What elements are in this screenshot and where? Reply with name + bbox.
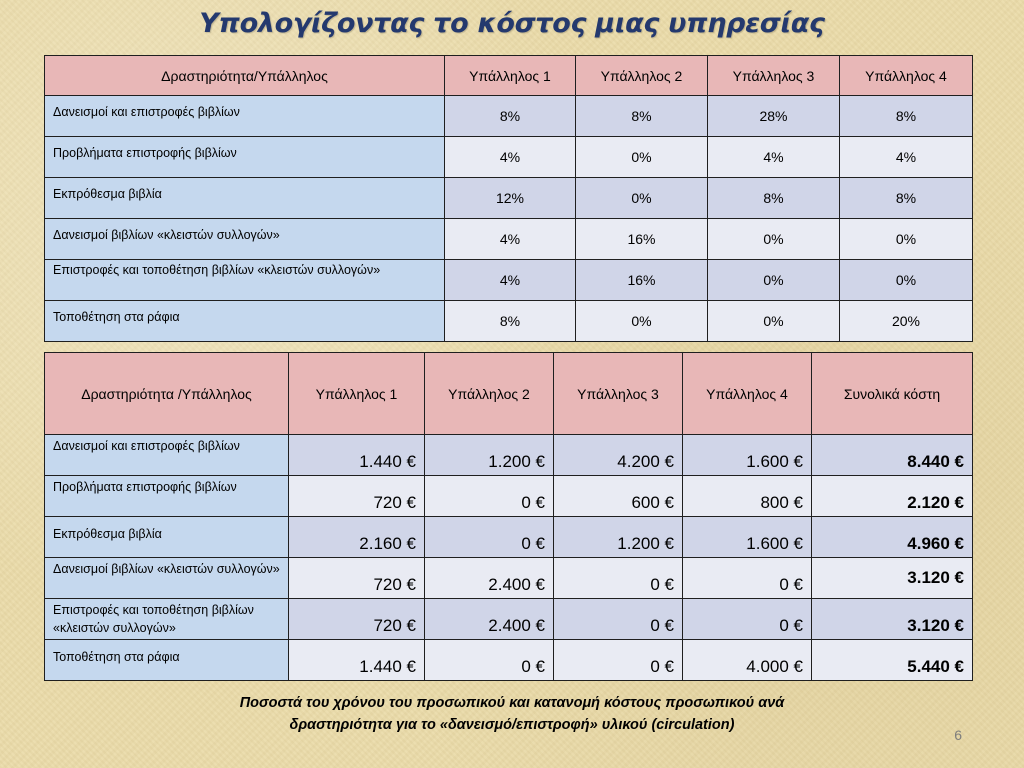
table-row: [45, 301, 973, 342]
column-header-employee-2: Υπάλληλος 2: [425, 353, 554, 435]
cost-cell: 0 €: [554, 599, 683, 640]
caption-line-2: δραστηριότητα για το «δανεισμό/επιστροφή» υλικού (circulation): [289, 717, 735, 733]
activity-label: Δανεισμοί και επιστροφές βιβλίων: [45, 96, 445, 137]
activity-label: Δανεισμοί βιβλίων «κλειστών συλλογών»: [45, 219, 445, 260]
cost-cell: 800 €: [683, 476, 812, 517]
activity-label: Τοποθέτηση στα ράφια: [45, 301, 445, 342]
percentage-cell: 4%: [708, 137, 840, 178]
activity-label: Εκπρόθεσμα βιβλία: [45, 517, 289, 558]
activity-label: Δανεισμοί και επιστροφές βιβλίων: [45, 435, 289, 476]
table-row: [45, 137, 973, 178]
cost-cell: 1.200 €: [425, 435, 554, 476]
cost-cell: 1.440 €: [289, 435, 425, 476]
cost-cell: 2.400 €: [425, 558, 554, 599]
activity-label: Προβλήματα επιστροφής βιβλίων: [45, 476, 289, 517]
percentage-cell: 8%: [445, 96, 576, 137]
percentage-cell: 4%: [840, 137, 973, 178]
percentage-cell: 0%: [840, 260, 973, 301]
percentage-cell: 8%: [708, 178, 840, 219]
activity-label: Δανεισμοί βιβλίων «κλειστών συλλογών»: [45, 558, 289, 599]
percentage-cell: 0%: [576, 301, 708, 342]
cost-cell: 4.000 €: [683, 640, 812, 681]
table-row: [45, 96, 973, 137]
column-header-activity: Δραστηριότητα /Υπάλληλος: [45, 353, 289, 435]
table-caption: [0, 692, 1024, 736]
total-cost-cell: 5.440 €: [812, 640, 973, 681]
cost-cell: 720 €: [289, 599, 425, 640]
table-header-row: [45, 353, 973, 435]
percentage-cell: 4%: [445, 137, 576, 178]
column-header-total-costs: Συνολικά κόστη: [812, 353, 973, 435]
percentage-cell: 8%: [576, 96, 708, 137]
percentage-cell: 16%: [576, 260, 708, 301]
total-cost-cell: 3.120 €: [812, 558, 973, 599]
activity-label: Τοποθέτηση στα ράφια: [45, 640, 289, 681]
cost-cell: 0 €: [425, 476, 554, 517]
cost-cell: 4.200 €: [554, 435, 683, 476]
percentage-cell: 0%: [840, 219, 973, 260]
staff-time-percentage-table: [44, 55, 973, 342]
table-row: [45, 435, 973, 476]
column-header-employee-3: Υπάλληλος 3: [554, 353, 683, 435]
activity-label: Εκπρόθεσμα βιβλία: [45, 178, 445, 219]
table-header-row: [45, 56, 973, 96]
activity-label: Επιστροφές και τοποθέτηση βιβλίων «κλειστών συλλογών»: [45, 260, 445, 301]
percentage-cell: 0%: [708, 219, 840, 260]
cost-cell: 1.440 €: [289, 640, 425, 681]
percentage-cell: 4%: [445, 219, 576, 260]
percentage-cell: 0%: [576, 137, 708, 178]
percentage-cell: 0%: [708, 301, 840, 342]
table-row: [45, 260, 973, 301]
total-cost-cell: 8.440 €: [812, 435, 973, 476]
cost-cell: 0 €: [554, 640, 683, 681]
slide-number: 6: [954, 727, 962, 743]
column-header-employee-4: Υπάλληλος 4: [840, 56, 973, 96]
cost-cell: 1.600 €: [683, 435, 812, 476]
table-row: [45, 219, 973, 260]
table-row: [45, 178, 973, 219]
column-header-employee-4: Υπάλληλος 4: [683, 353, 812, 435]
column-header-employee-2: Υπάλληλος 2: [576, 56, 708, 96]
column-header-employee-1: Υπάλληλος 1: [445, 56, 576, 96]
cost-cell: 0 €: [683, 599, 812, 640]
cost-cell: 720 €: [289, 558, 425, 599]
caption-line-1: Ποσοστά του χρόνου του προσωπικού και κατανομή κόστους προσωπικού ανά: [239, 695, 785, 711]
table-row: [45, 517, 973, 558]
cost-cell: 0 €: [683, 558, 812, 599]
percentage-cell: 8%: [840, 96, 973, 137]
table-row: [45, 640, 973, 681]
percentage-cell: 16%: [576, 219, 708, 260]
percentage-cell: 0%: [576, 178, 708, 219]
table-row: [45, 558, 973, 599]
table-row: [45, 476, 973, 517]
column-header-employee-3: Υπάλληλος 3: [708, 56, 840, 96]
percentage-cell: 12%: [445, 178, 576, 219]
total-cost-cell: 2.120 €: [812, 476, 973, 517]
percentage-cell: 8%: [840, 178, 973, 219]
cost-cell: 0 €: [425, 640, 554, 681]
activity-label: Επιστροφές και τοποθέτηση βιβλίων «κλειστών συλλογών»: [45, 599, 289, 640]
total-cost-cell: 3.120 €: [812, 599, 973, 640]
cost-cell: 600 €: [554, 476, 683, 517]
column-header-activity: Δραστηριότητα/Υπάλληλος: [45, 56, 445, 96]
column-header-employee-1: Υπάλληλος 1: [289, 353, 425, 435]
activity-label: Προβλήματα επιστροφής βιβλίων: [45, 137, 445, 178]
staff-cost-table: [44, 352, 973, 681]
cost-cell: 2.160 €: [289, 517, 425, 558]
cost-cell: 0 €: [425, 517, 554, 558]
table-row: [45, 599, 973, 640]
cost-cell: 2.400 €: [425, 599, 554, 640]
percentage-cell: 20%: [840, 301, 973, 342]
percentage-cell: 4%: [445, 260, 576, 301]
percentage-cell: 0%: [708, 260, 840, 301]
cost-cell: 720 €: [289, 476, 425, 517]
percentage-cell: 8%: [445, 301, 576, 342]
total-cost-cell: 4.960 €: [812, 517, 973, 558]
percentage-cell: 28%: [708, 96, 840, 137]
cost-cell: 1.200 €: [554, 517, 683, 558]
cost-cell: 0 €: [554, 558, 683, 599]
cost-cell: 1.600 €: [683, 517, 812, 558]
slide-title: Υπολογίζοντας το κόστος μιας υπηρεσίας: [199, 8, 825, 39]
